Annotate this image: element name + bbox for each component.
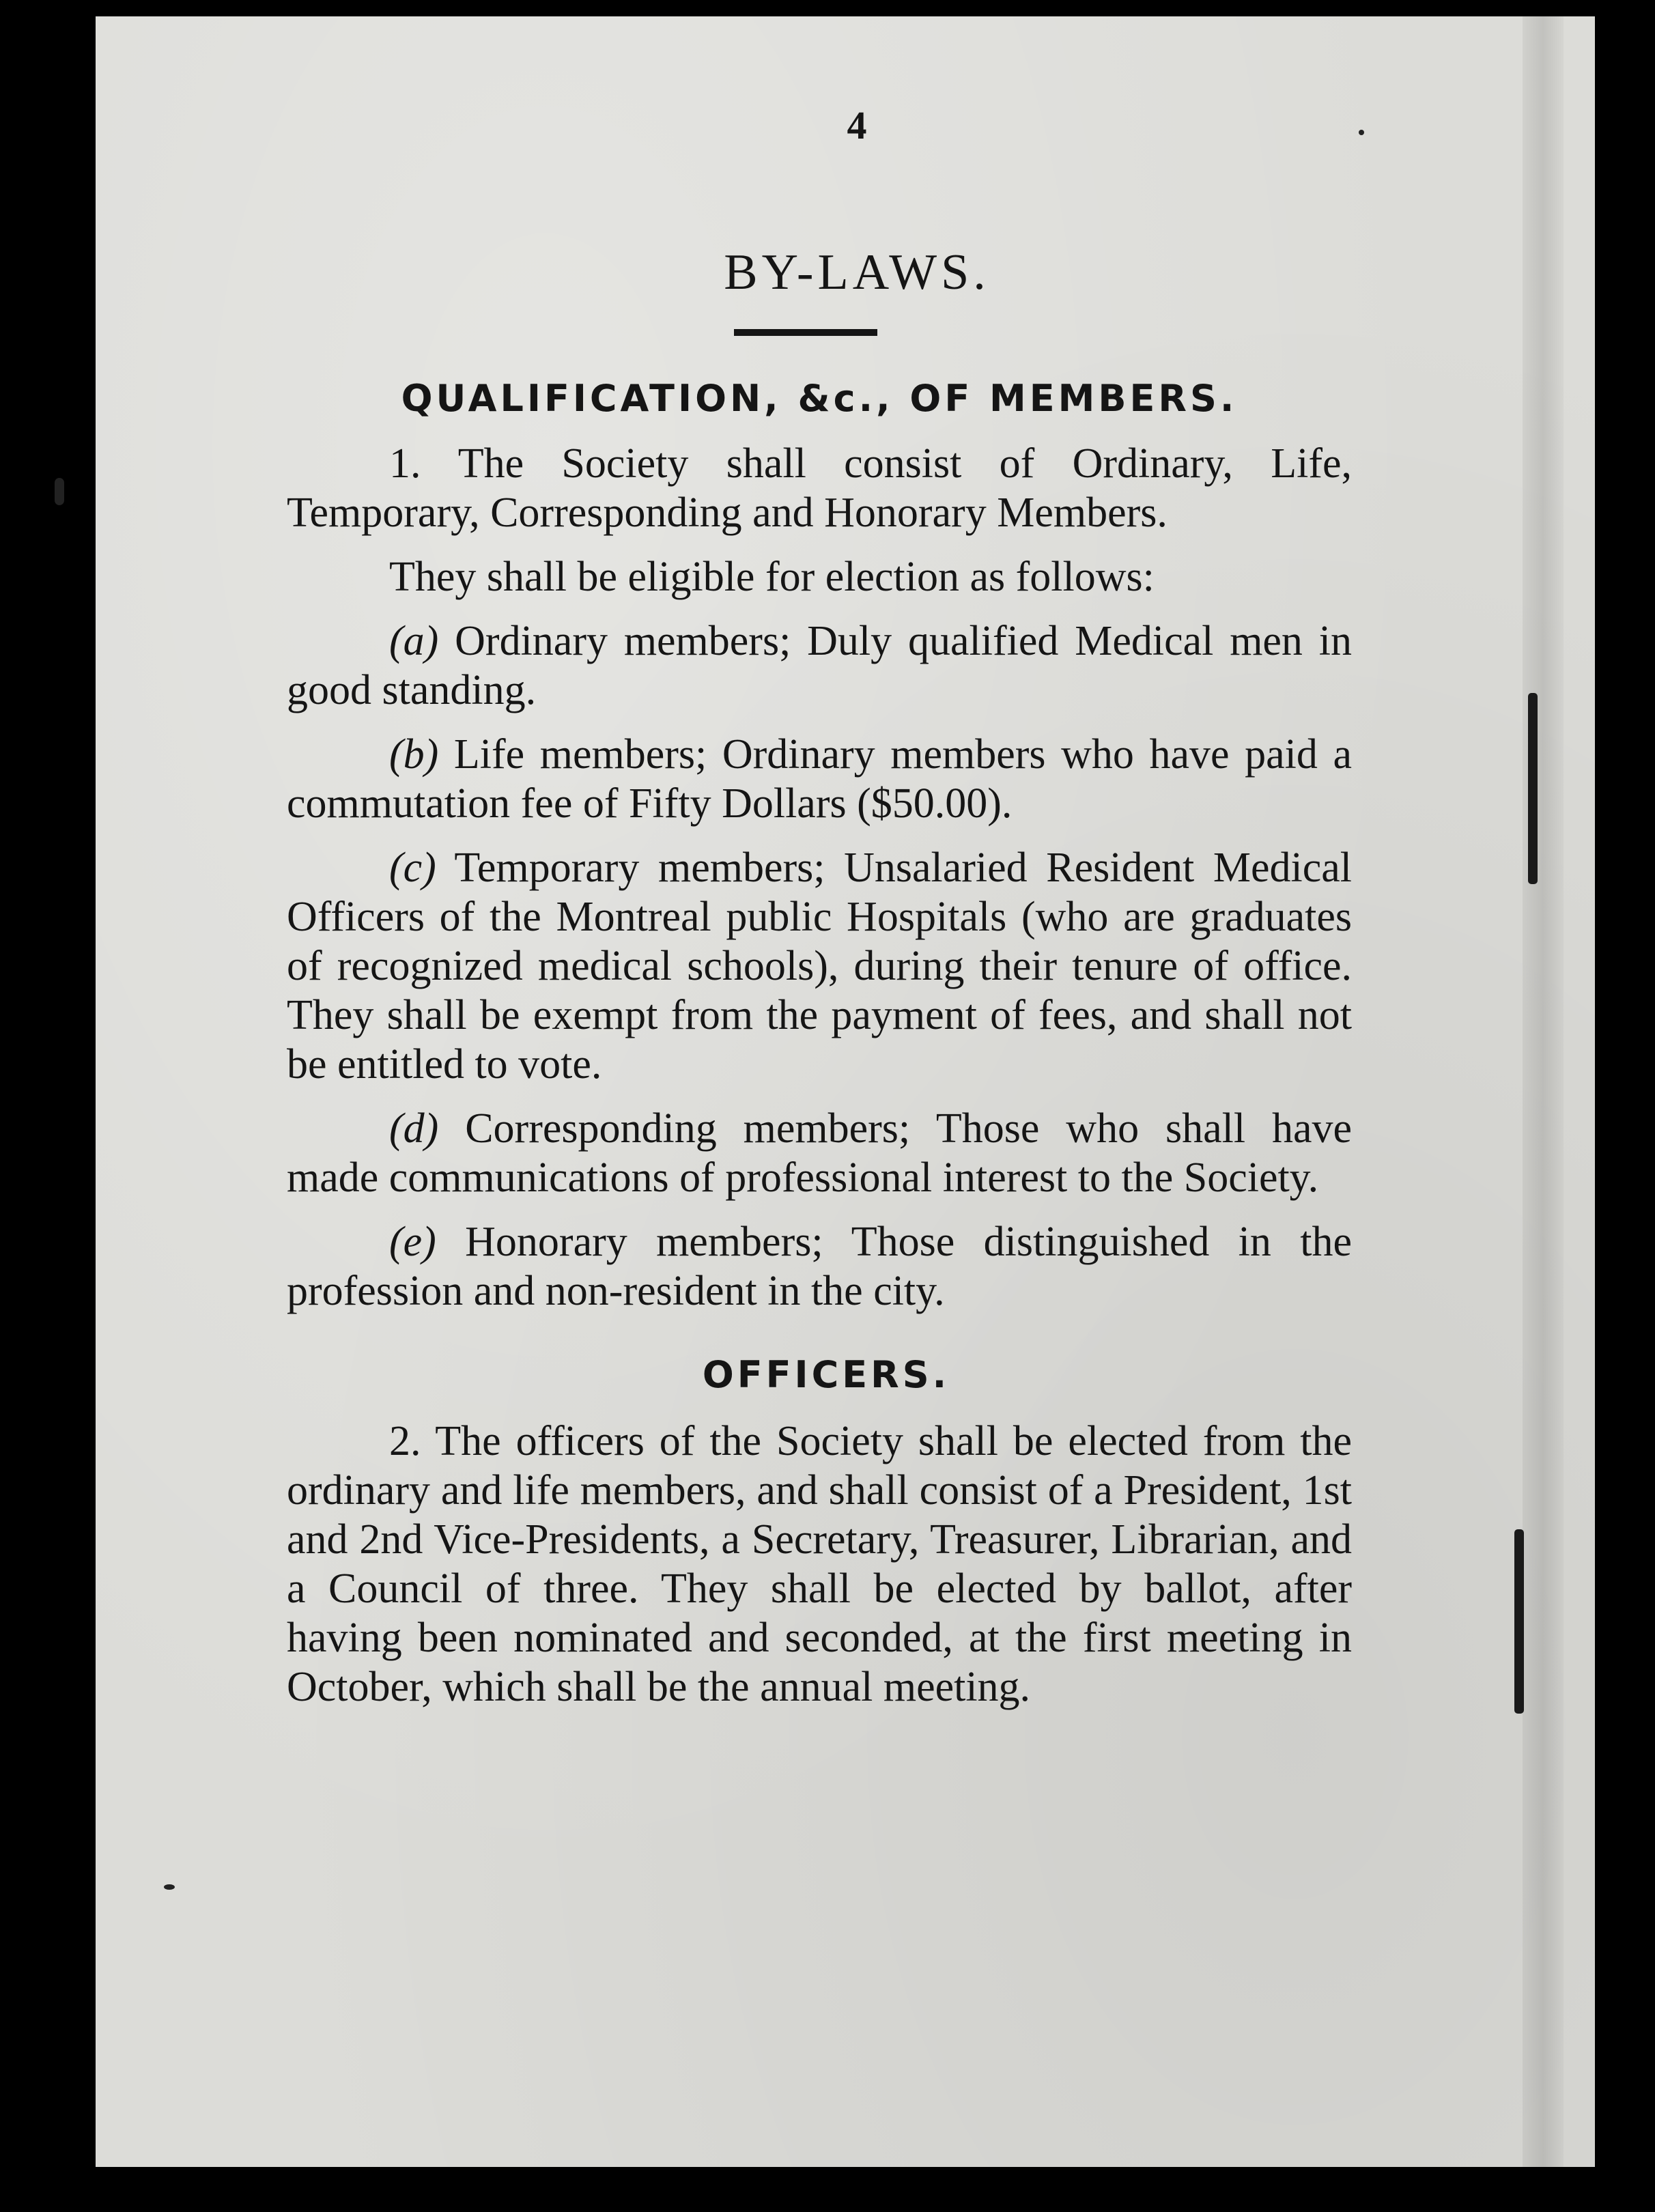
paragraph-text: They shall be eligible for election as follows: bbox=[389, 554, 1155, 600]
bylaw-paragraph bbox=[287, 439, 1352, 537]
bylaw-paragraph bbox=[287, 1417, 1352, 1712]
section-heading-officers: OFFICERS. bbox=[702, 1353, 950, 1396]
paragraph-letter: (a) bbox=[389, 618, 439, 664]
bylaw-paragraph bbox=[287, 730, 1352, 828]
paragraph-text: Life members; Ordinary members who have paid a commutation fee of Fifty Dollars ($50.00). bbox=[287, 731, 1353, 827]
paragraph-text: 2. The officers of the Society shall be elected from the ordinary and life members, and shall consist of a President, 1st and 2nd Vice-Presidents, a Secretary, Treasurer, Librarian, and a Council of three. They shall be elected by ballot, after having been nominated and seconded, at the first meeting in October, which shall be the annual meeting. bbox=[287, 1418, 1352, 1710]
page-title: BY-LAWS. bbox=[724, 244, 990, 300]
bylaw-paragraph bbox=[287, 1104, 1352, 1202]
bylaw-paragraph bbox=[287, 552, 1352, 601]
page-content bbox=[287, 102, 1352, 1727]
paragraph-letter: (e) bbox=[389, 1219, 436, 1265]
paragraph-text: Temporary members; Unsalaried Resident Medical Officers of the Montreal public Hospitals (who are graduates of recognized medical schools), during their tenure of office. They shall be exempt from the payment of fees, and shall not be entitled to vote. bbox=[287, 845, 1352, 1088]
binding-staple-top bbox=[1528, 693, 1538, 884]
section-heading-members: QUALIFICATION, &c., OF MEMBERS. bbox=[401, 377, 1238, 420]
paragraph-text: 1. The Society shall consist of Ordinary, Life, Temporary, Corresponding and Honorary Members. bbox=[287, 440, 1352, 536]
paragraph-letter: (b) bbox=[389, 731, 439, 778]
scan-speck bbox=[164, 1884, 175, 1890]
bylaw-paragraph bbox=[287, 616, 1352, 715]
title-rule bbox=[734, 329, 877, 336]
page-fold-shadow bbox=[1523, 16, 1564, 2167]
section-officers bbox=[287, 1353, 1352, 1712]
bylaw-paragraph bbox=[287, 843, 1352, 1089]
paragraph-text: Corresponding members; Those who shall have made communications of professional interest to the Society. bbox=[287, 1105, 1352, 1201]
paragraph-letter: (c) bbox=[389, 845, 436, 891]
paragraph-text: Honorary members; Those distinguished in the profession and non-resident in the city. bbox=[287, 1219, 1352, 1314]
scan-speck bbox=[55, 478, 64, 505]
scan-speck bbox=[1359, 130, 1364, 135]
section-members bbox=[287, 377, 1352, 1316]
paragraph-text: Ordinary members; Duly qualified Medical men in good standing. bbox=[287, 618, 1353, 713]
binding-staple-bottom bbox=[1514, 1529, 1524, 1714]
bylaw-paragraph bbox=[287, 1217, 1352, 1316]
paragraph-letter: (d) bbox=[389, 1105, 439, 1152]
page-number: 4 bbox=[847, 103, 867, 147]
